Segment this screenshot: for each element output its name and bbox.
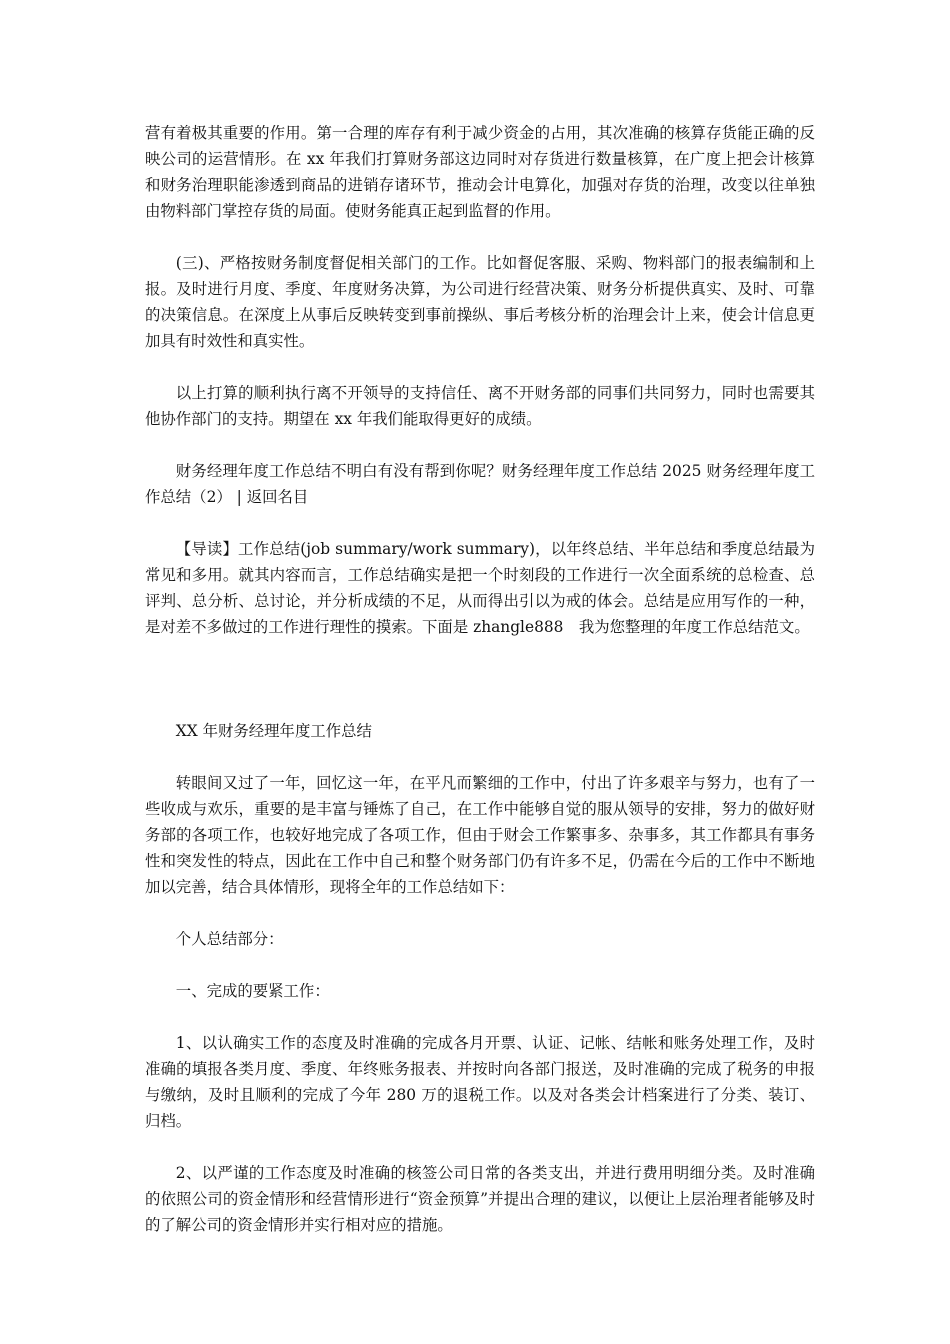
- paragraph-intro-guide: 【导读】工作总结(job summary/work summary)，以年终总结、半年总结和季度总结最为常见和多用。就其内容而言，工作总结确实是把一个时刻段的工作进行一次全面系统的总检查、总评判、总分析、总讨论，并分析成绩的不足，从而得出引以为戒的体会。总结是应用写作的一种，是对差不多做过的工作进行理性的摸索。下面是 zhangle888 我为您整理的年度工作总结范文。: [145, 540, 815, 636]
- paragraph-plan-conclusion: 以上打算的顺利执行离不开领导的支持信任、离不开财务部的同事们共同努力，同时也需要其他协作部门的支持。期望在 xx 年我们能取得更好的成绩。: [145, 384, 815, 428]
- paragraph-main-work-heading: 一、完成的要紧工作：: [175, 982, 330, 1000]
- paragraph-return-link: 财务经理年度工作总结不明白有没有帮到你呢？财务经理年度工作总结 2025 财务经理年度工作总结（2） | 返回名目: [145, 462, 815, 506]
- paragraph-item-two: 2、以严谨的工作态度及时准确的核签公司日常的各类支出，并进行费用明细分类。及时准确的依照公司的资金情形和经营情形进行“资金预算”并提出合理的建议，以便让上层治理者能够及时的了解公司的资金情形并实行相对应的措施。: [145, 1164, 815, 1234]
- section-title: XX 年财务经理年度工作总结: [175, 722, 372, 740]
- blank-space: [145, 666, 815, 718]
- paragraph-section-three: (三)、严格按财务制度督促相关部门的工作。比如督促客服、采购、物料部门的报表编制和上报。及时进行月度、季度、年度财务决算，为公司进行经营决策、财务分析提供真实、及时、可靠的决策信息。在深度上从事后反映转变到事前操纵、事后考核分析的治理会计上来，使会计信息更加具有时效性和真实性。: [145, 254, 815, 350]
- paragraph-item-one: 1、以认确实工作的态度及时准确的完成各月开票、认证、记帐、结帐和账务处理工作，及时准确的填报各类月度、季度、年终账务报表、并按时向各部门报送，及时准确的完成了税务的申报与缴纳，及时且顺利的完成了今年 280 万的退税工作。以及对各类会计档案进行了分类、装订、归档。: [145, 1034, 815, 1130]
- paragraph-year-review: 转眼间又过了一年，回忆这一年，在平凡而繁细的工作中，付出了许多艰辛与努力，也有了一些收成与欢乐，重要的是丰富与锤炼了自己，在工作中能够自觉的服从领导的安排，努力的做好财务部的各项工作，也较好地完成了各项工作，但由于财会工作繁事多、杂事多，其工作都具有事务性和突发性的特点，因此在工作中自己和整个财务部门仍有许多不足，仍需在今后的工作中不断地加以完善，结合具体情形，现将全年的工作总结如下：: [145, 774, 815, 896]
- document-body: [145, 120, 815, 1264]
- paragraph-inventory-continuation: 营有着极其重要的作用。第一合理的库存有利于减少资金的占用，其次准确的核算存货能正确的反映公司的运营情形。在 xx 年我们打算财务部这边同时对存货进行数量核算，在广度上把会计核算和财务治理职能渗透到商品的进销存诸环节，推动会计电算化，加强对存货的治理，改变以往单独由物料部门掌控存货的局面。使财务能真正起到监督的作用。: [145, 124, 815, 220]
- paragraph-personal-summary-heading: 个人总结部分：: [175, 930, 284, 948]
